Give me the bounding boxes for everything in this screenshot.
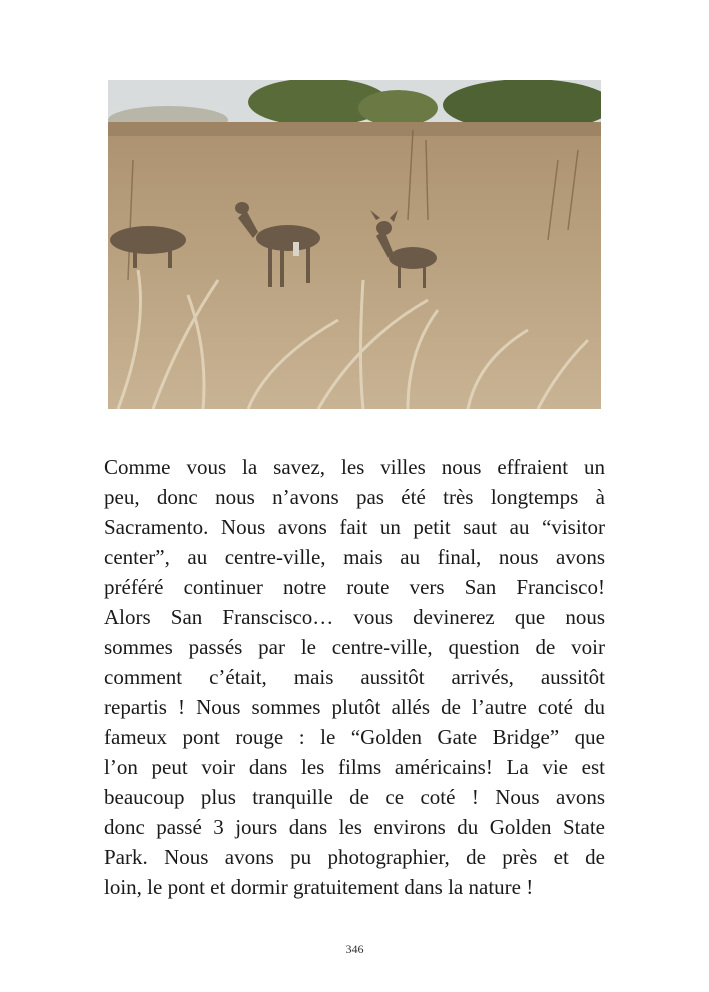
paragraph-line: beaucoup plus tranquille de ce coté ! Nous avons bbox=[104, 785, 605, 809]
paragraph-line: peu, donc nous n’avons pas été très longtemps à bbox=[104, 485, 605, 509]
paragraph-line: repartis ! Nous sommes plutôt allés de l’autre coté du bbox=[104, 695, 605, 719]
page-number: 346 bbox=[345, 942, 364, 956]
paragraph-line: comment c’était, mais aussitôt arrivés, aussitôt bbox=[104, 665, 605, 689]
deer-in-grass-illustration bbox=[108, 80, 601, 409]
paragraph-line: sommes passés par le centre-ville, question de voir bbox=[104, 635, 605, 659]
deer-photo bbox=[108, 80, 601, 409]
paragraph-line: Alors San Franscisco… vous devinerez que nous bbox=[104, 605, 605, 629]
paragraph-line: Comme vous la savez, les villes nous effraient un bbox=[104, 455, 605, 479]
paragraph-line: préféré continuer notre route vers San Francisco! bbox=[104, 575, 605, 599]
body-paragraph bbox=[104, 452, 605, 902]
paragraph-line: donc passé 3 jours dans les environs du Golden State bbox=[104, 815, 605, 839]
paragraph-line: loin, le pont et dormir gratuitement dans la nature ! bbox=[104, 875, 534, 899]
paragraph-line: l’on peut voir dans les films américains! La vie est bbox=[104, 755, 605, 779]
paragraph-line: center”, au centre-ville, mais au final, nous avons bbox=[104, 545, 605, 569]
paragraph-line: Sacramento. Nous avons fait un petit saut au “visitor bbox=[104, 515, 605, 539]
paragraph-line: Park. Nous avons pu photographier, de près et de bbox=[104, 845, 605, 869]
paragraph-line: fameux pont rouge : le “Golden Gate Bridge” que bbox=[104, 725, 605, 749]
